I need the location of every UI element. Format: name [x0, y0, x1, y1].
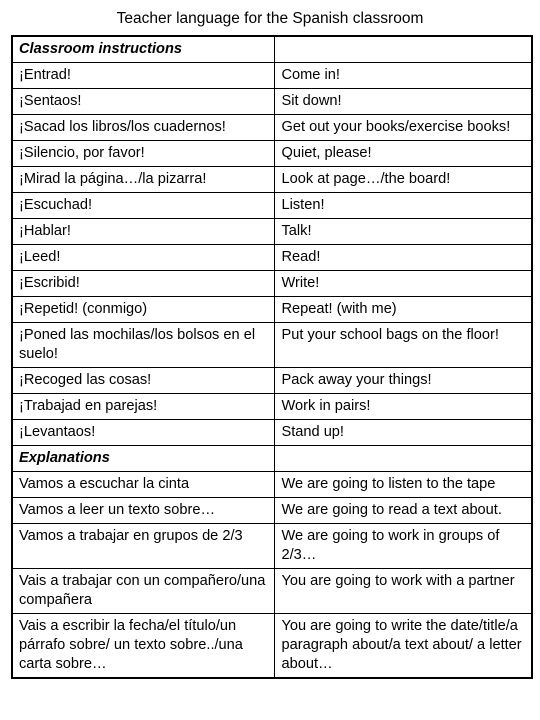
phrase-row	[12, 524, 532, 569]
english-translation: Repeat! (with me)	[274, 297, 532, 323]
spanish-phrase: Vais a trabajar con un compañero/una compañera	[12, 569, 274, 614]
english-translation: Sit down!	[274, 89, 532, 115]
spanish-phrase: ¡Mirad la página…/la pizarra!	[12, 167, 274, 193]
spanish-phrase: Vamos a trabajar en grupos de 2/3	[12, 524, 274, 569]
spanish-phrase: Vamos a leer un texto sobre…	[12, 498, 274, 524]
spanish-phrase: Vamos a escuchar la cinta	[12, 472, 274, 498]
english-translation: Pack away your things!	[274, 368, 532, 394]
phrase-row	[12, 472, 532, 498]
phrase-row	[12, 271, 532, 297]
phrase-row	[12, 569, 532, 614]
section-heading: Classroom instructions	[12, 36, 274, 63]
phrase-row	[12, 368, 532, 394]
english-translation: Put your school bags on the floor!	[274, 323, 532, 368]
vocabulary-table-body	[12, 36, 532, 678]
spanish-phrase: ¡Silencio, por favor!	[12, 141, 274, 167]
spanish-phrase: Vais a escribir la fecha/el título/un párrafo sobre/ un texto sobre../una carta sobre…	[12, 614, 274, 679]
phrase-row	[12, 394, 532, 420]
english-translation: Stand up!	[274, 420, 532, 446]
phrase-row	[12, 193, 532, 219]
spanish-phrase: ¡Leed!	[12, 245, 274, 271]
phrase-row	[12, 323, 532, 368]
section-header-row	[12, 36, 532, 63]
english-translation: We are going to work in groups of 2/3…	[274, 524, 532, 569]
english-translation: You are going to work with a partner	[274, 569, 532, 614]
section-heading-empty-cell	[274, 36, 532, 63]
vocabulary-table	[11, 35, 533, 679]
english-translation: We are going to read a text about.	[274, 498, 532, 524]
spanish-phrase: ¡Escribid!	[12, 271, 274, 297]
section-header-row	[12, 446, 532, 472]
english-translation: Listen!	[274, 193, 532, 219]
phrase-row	[12, 498, 532, 524]
phrase-row	[12, 297, 532, 323]
spanish-phrase: ¡Levantaos!	[12, 420, 274, 446]
spanish-phrase: ¡Poned las mochilas/los bolsos en el suelo!	[12, 323, 274, 368]
section-heading-empty-cell	[274, 446, 532, 472]
spanish-phrase: ¡Sacad los libros/los cuadernos!	[12, 115, 274, 141]
phrase-row	[12, 245, 532, 271]
document-title: Teacher language for the Spanish classroom	[116, 10, 424, 27]
english-translation: Work in pairs!	[274, 394, 532, 420]
english-translation: Read!	[274, 245, 532, 271]
english-translation: Look at page…/the board!	[274, 167, 532, 193]
phrase-row	[12, 219, 532, 245]
phrase-row	[12, 167, 532, 193]
spanish-phrase: ¡Escuchad!	[12, 193, 274, 219]
phrase-row	[12, 614, 532, 679]
phrase-row	[12, 141, 532, 167]
english-translation: Come in!	[274, 63, 532, 89]
spanish-phrase: ¡Hablar!	[12, 219, 274, 245]
english-translation: We are going to listen to the tape	[274, 472, 532, 498]
phrase-row	[12, 115, 532, 141]
spanish-phrase: ¡Recoged las cosas!	[12, 368, 274, 394]
english-translation: You are going to write the date/title/a paragraph about/a text about/ a letter about…	[274, 614, 532, 679]
english-translation: Write!	[274, 271, 532, 297]
spanish-phrase: ¡Sentaos!	[12, 89, 274, 115]
spanish-phrase: ¡Repetid! (conmigo)	[12, 297, 274, 323]
phrase-row	[12, 89, 532, 115]
phrase-row	[12, 63, 532, 89]
spanish-phrase: ¡Trabajad en parejas!	[12, 394, 274, 420]
phrase-row	[12, 420, 532, 446]
section-heading: Explanations	[12, 446, 274, 472]
english-translation: Quiet, please!	[274, 141, 532, 167]
spanish-phrase: ¡Entrad!	[12, 63, 274, 89]
english-translation: Get out your books/exercise books!	[274, 115, 532, 141]
english-translation: Talk!	[274, 219, 532, 245]
